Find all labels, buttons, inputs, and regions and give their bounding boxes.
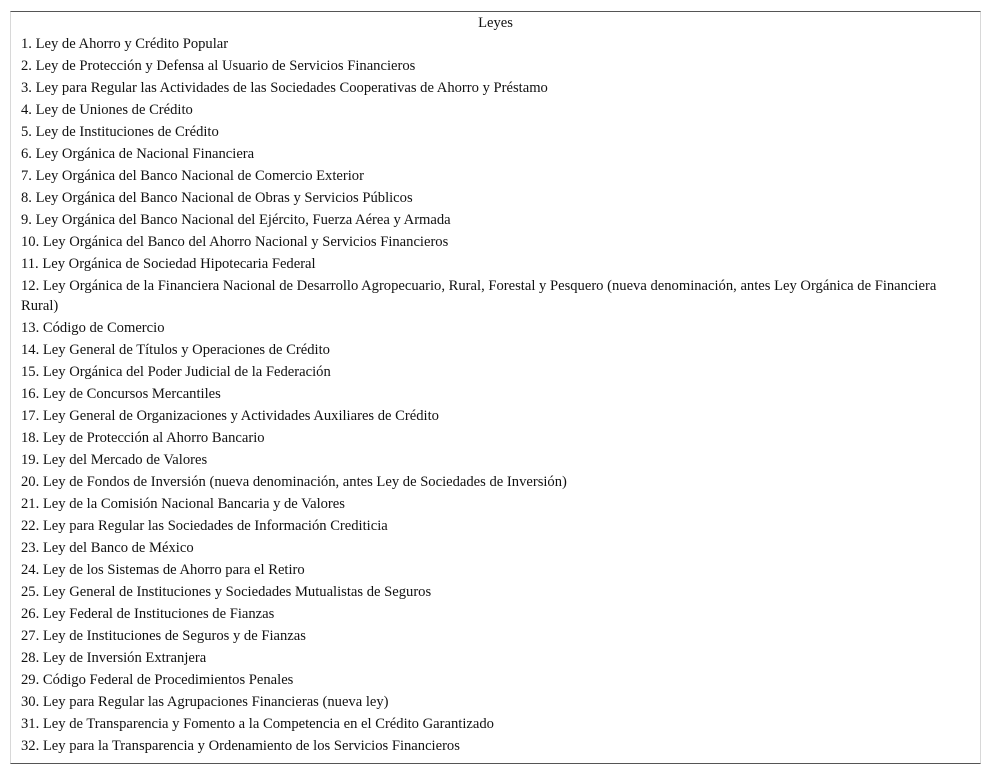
- table-row: 20. Ley de Fondos de Inversión (nueva denominación, antes Ley de Sociedades de Inversión): [21, 474, 567, 490]
- table-row: 7. Ley Orgánica del Banco Nacional de Comercio Exterior: [21, 168, 364, 184]
- table-row: 2. Ley de Protección y Defensa al Usuario de Servicios Financieros: [21, 58, 416, 74]
- table-row: 23. Ley del Banco de México: [21, 540, 194, 556]
- table-row: 10. Ley Orgánica del Banco del Ahorro Nacional y Servicios Financieros: [21, 234, 449, 250]
- table-row: 8. Ley Orgánica del Banco Nacional de Obras y Servicios Públicos: [21, 190, 413, 206]
- table-row: 16. Ley de Concursos Mercantiles: [21, 386, 221, 402]
- table-row: 4. Ley de Uniones de Crédito: [21, 102, 193, 118]
- table-row: 28. Ley de Inversión Extranjera: [21, 650, 207, 666]
- table-row: 26. Ley Federal de Instituciones de Fianzas: [21, 606, 275, 622]
- table-row: 27. Ley de Instituciones de Seguros y de Fianzas: [21, 628, 306, 644]
- table-row: 29. Código Federal de Procedimientos Penales: [21, 672, 294, 688]
- table-row: 14. Ley General de Títulos y Operaciones de Crédito: [21, 342, 330, 358]
- table-row: 1. Ley de Ahorro y Crédito Popular: [21, 36, 229, 52]
- table-row: 18. Ley de Protección al Ahorro Bancario: [21, 430, 265, 446]
- table-row: 25. Ley General de Instituciones y Sociedades Mutualistas de Seguros: [21, 584, 432, 600]
- table-row: 3. Ley para Regular las Actividades de las Sociedades Cooperativas de Ahorro y Préstamo: [21, 80, 548, 96]
- table-rows: [11, 34, 980, 756]
- table-row: 15. Ley Orgánica del Poder Judicial de la Federación: [21, 364, 331, 380]
- table-header: Leyes: [478, 15, 513, 31]
- table-row: 11. Ley Orgánica de Sociedad Hipotecaria Federal: [21, 256, 316, 272]
- laws-table: [10, 11, 981, 764]
- table-row: 31. Ley de Transparencia y Fomento a la Competencia en el Crédito Garantizado: [21, 716, 494, 732]
- table-row: 22. Ley para Regular las Sociedades de Información Crediticia: [21, 518, 388, 534]
- table-row: 6. Ley Orgánica de Nacional Financiera: [21, 146, 255, 162]
- table-row: 17. Ley General de Organizaciones y Actividades Auxiliares de Crédito: [21, 408, 439, 424]
- table-row: 19. Ley del Mercado de Valores: [21, 452, 208, 468]
- table-row: 5. Ley de Instituciones de Crédito: [21, 124, 219, 140]
- table-row: 24. Ley de los Sistemas de Ahorro para el Retiro: [21, 562, 305, 578]
- table-row: 13. Código de Comercio: [21, 320, 165, 336]
- table-row: 12. Ley Orgánica de la Financiera Nacional de Desarrollo Agropecuario, Rural, Forestal y Pesquero (nueva denominación, antes Ley Orgánica de Financiera Rural): [21, 278, 937, 314]
- table-row: 9. Ley Orgánica del Banco Nacional del Ejército, Fuerza Aérea y Armada: [21, 212, 451, 228]
- table-row: 32. Ley para la Transparencia y Ordenamiento de los Servicios Financieros: [21, 738, 460, 754]
- table-row: 30. Ley para Regular las Agrupaciones Financieras (nueva ley): [21, 694, 389, 710]
- table-row: 21. Ley de la Comisión Nacional Bancaria y de Valores: [21, 496, 345, 512]
